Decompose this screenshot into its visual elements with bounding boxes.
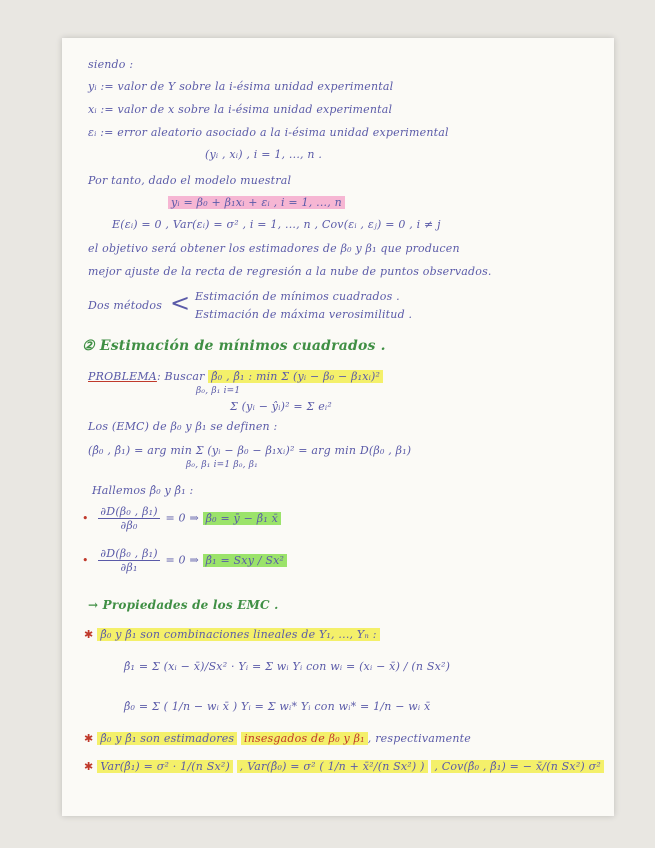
bullet-icon: ✱ (84, 760, 94, 773)
implies-b0: = 0 ⇒ (165, 511, 199, 525)
var-beta0: , Var(β̂₀) = σ² ( 1/n + x̄²/(n Sx²) ) (237, 760, 428, 773)
def-error: εᵢ := error aleatorio asociado a la i-ésima unidad experimental (88, 126, 449, 139)
objective-line-1: el objetivo será obtener los estimadores de β₀ y β₁ que producen (88, 242, 460, 255)
emc-definition: (β̂₀ , β̂₁) = arg min Σ (yᵢ − β₀ − β₁xᵢ)² = arg min D(β₀ , β₁) (88, 444, 412, 457)
bullet-icon: • (82, 553, 89, 567)
problem-subscript: β₀, β₁ i=1 (196, 386, 241, 396)
methods-label: Dos métodos (88, 299, 163, 312)
property-variance (84, 760, 604, 773)
bullet-icon: ✱ (84, 628, 94, 641)
derivative-b0 (82, 505, 281, 532)
implies-b1: = 0 ⇒ (165, 553, 199, 567)
method-1: Estimación de mínimos cuadrados . (195, 290, 400, 303)
emc-definition-intro: Los (EMC) de β₀ y β₁ se definen : (88, 420, 278, 433)
text-por-tanto: Por tanto, dado el modelo muestral (88, 174, 292, 187)
beta0-linear-form: β̂₀ = Σ ( 1/n − wᵢ x̄ ) Yᵢ = Σ wᵢ* Yᵢ con wᵢ* = 1/n − wᵢ x̄ (124, 700, 431, 713)
derivative-b1 (82, 547, 287, 574)
methods-brace: < (170, 289, 191, 317)
property-linear (84, 628, 380, 641)
model-assumptions: E(εᵢ) = 0 , Var(εᵢ) = σ² , i = 1, ..., n , Cov(εᵢ , εⱼ) = 0 , i ≠ j (112, 218, 441, 231)
text-siendo: siendo : (88, 58, 134, 71)
model-equation-text: yᵢ = β₀ + β₁xᵢ + εᵢ , i = 1, ..., n (168, 196, 345, 209)
property-unbiased-b: insesgados de β₀ y β₁ (241, 732, 368, 745)
problem-line (88, 370, 383, 383)
partial-fraction-b0 (98, 505, 159, 532)
objective-line-2: mejor ajuste de la recta de regresión a la nube de puntos observados. (88, 265, 492, 278)
problem-label: PROBLEMA (88, 370, 157, 383)
emc-definition-subscript: β₀, β₁ i=1 β₀, β₁ (186, 460, 258, 470)
beta0-estimator: β̂₀ = ȳ − β̂₁ x̄ (203, 512, 281, 525)
properties-heading: → Propiedades de los EMC . (88, 598, 279, 612)
method-2: Estimación de máxima verosimilitud . (195, 308, 413, 321)
section-title: ② Estimación de mínimos cuadrados . (82, 338, 386, 354)
problem-objective: β̂₀ , β̂₁ : min Σ (yᵢ − β₀ − β₁xᵢ)² (208, 370, 383, 383)
var-beta1: Var(β̂₁) = σ² · 1/(n Sx²) (97, 760, 233, 773)
cov-beta: , Cov(β̂₀ , β̂₁) = − x̄/(n Sx²) σ² (431, 760, 604, 773)
hallemos-line: Hallemos β̂₀ y β̂₁ : (92, 484, 194, 497)
def-x: xᵢ := valor de x sobre la i-ésima unidad experimental (88, 103, 393, 116)
problem-buscar: : Buscar (156, 370, 205, 383)
pairs-index: (yᵢ , xᵢ) , i = 1, ..., n . (205, 148, 323, 161)
residual-sum: Σ (yᵢ − ŷᵢ)² = Σ eᵢ² (230, 400, 332, 413)
property-unbiased-a: β̂₀ y β̂₁ son estimadores (97, 732, 237, 745)
property-unbiased-c: , respectivamente (367, 732, 471, 745)
property-unbiased (84, 732, 471, 745)
model-equation (168, 196, 345, 209)
bullet-icon: ✱ (84, 732, 94, 745)
beta1-linear-form: β̂₁ = Σ (xᵢ − x̄)/Sx² · Yᵢ = Σ wᵢ Yᵢ con wᵢ = (xᵢ − x̄) / (n Sx²) (124, 660, 451, 673)
property-linear-text: β̂₀ y β̂₁ son combinaciones lineales de Y₁, ..., Yₙ : (97, 628, 379, 641)
bullet-icon: • (82, 511, 89, 525)
partial-num-b0: ∂D(β₀ , β₁) (100, 505, 158, 518)
partial-fraction-b1 (98, 547, 159, 574)
def-y: yᵢ := valor de Y sobre la i-ésima unidad experimental (88, 80, 394, 93)
beta1-estimator: β̂₁ = Sxy / Sx² (203, 554, 288, 567)
partial-num-b1: ∂D(β₀ , β₁) (100, 547, 158, 560)
partial-den-b0: ∂β₀ (120, 519, 138, 532)
partial-den-b1: ∂β₁ (120, 561, 138, 574)
